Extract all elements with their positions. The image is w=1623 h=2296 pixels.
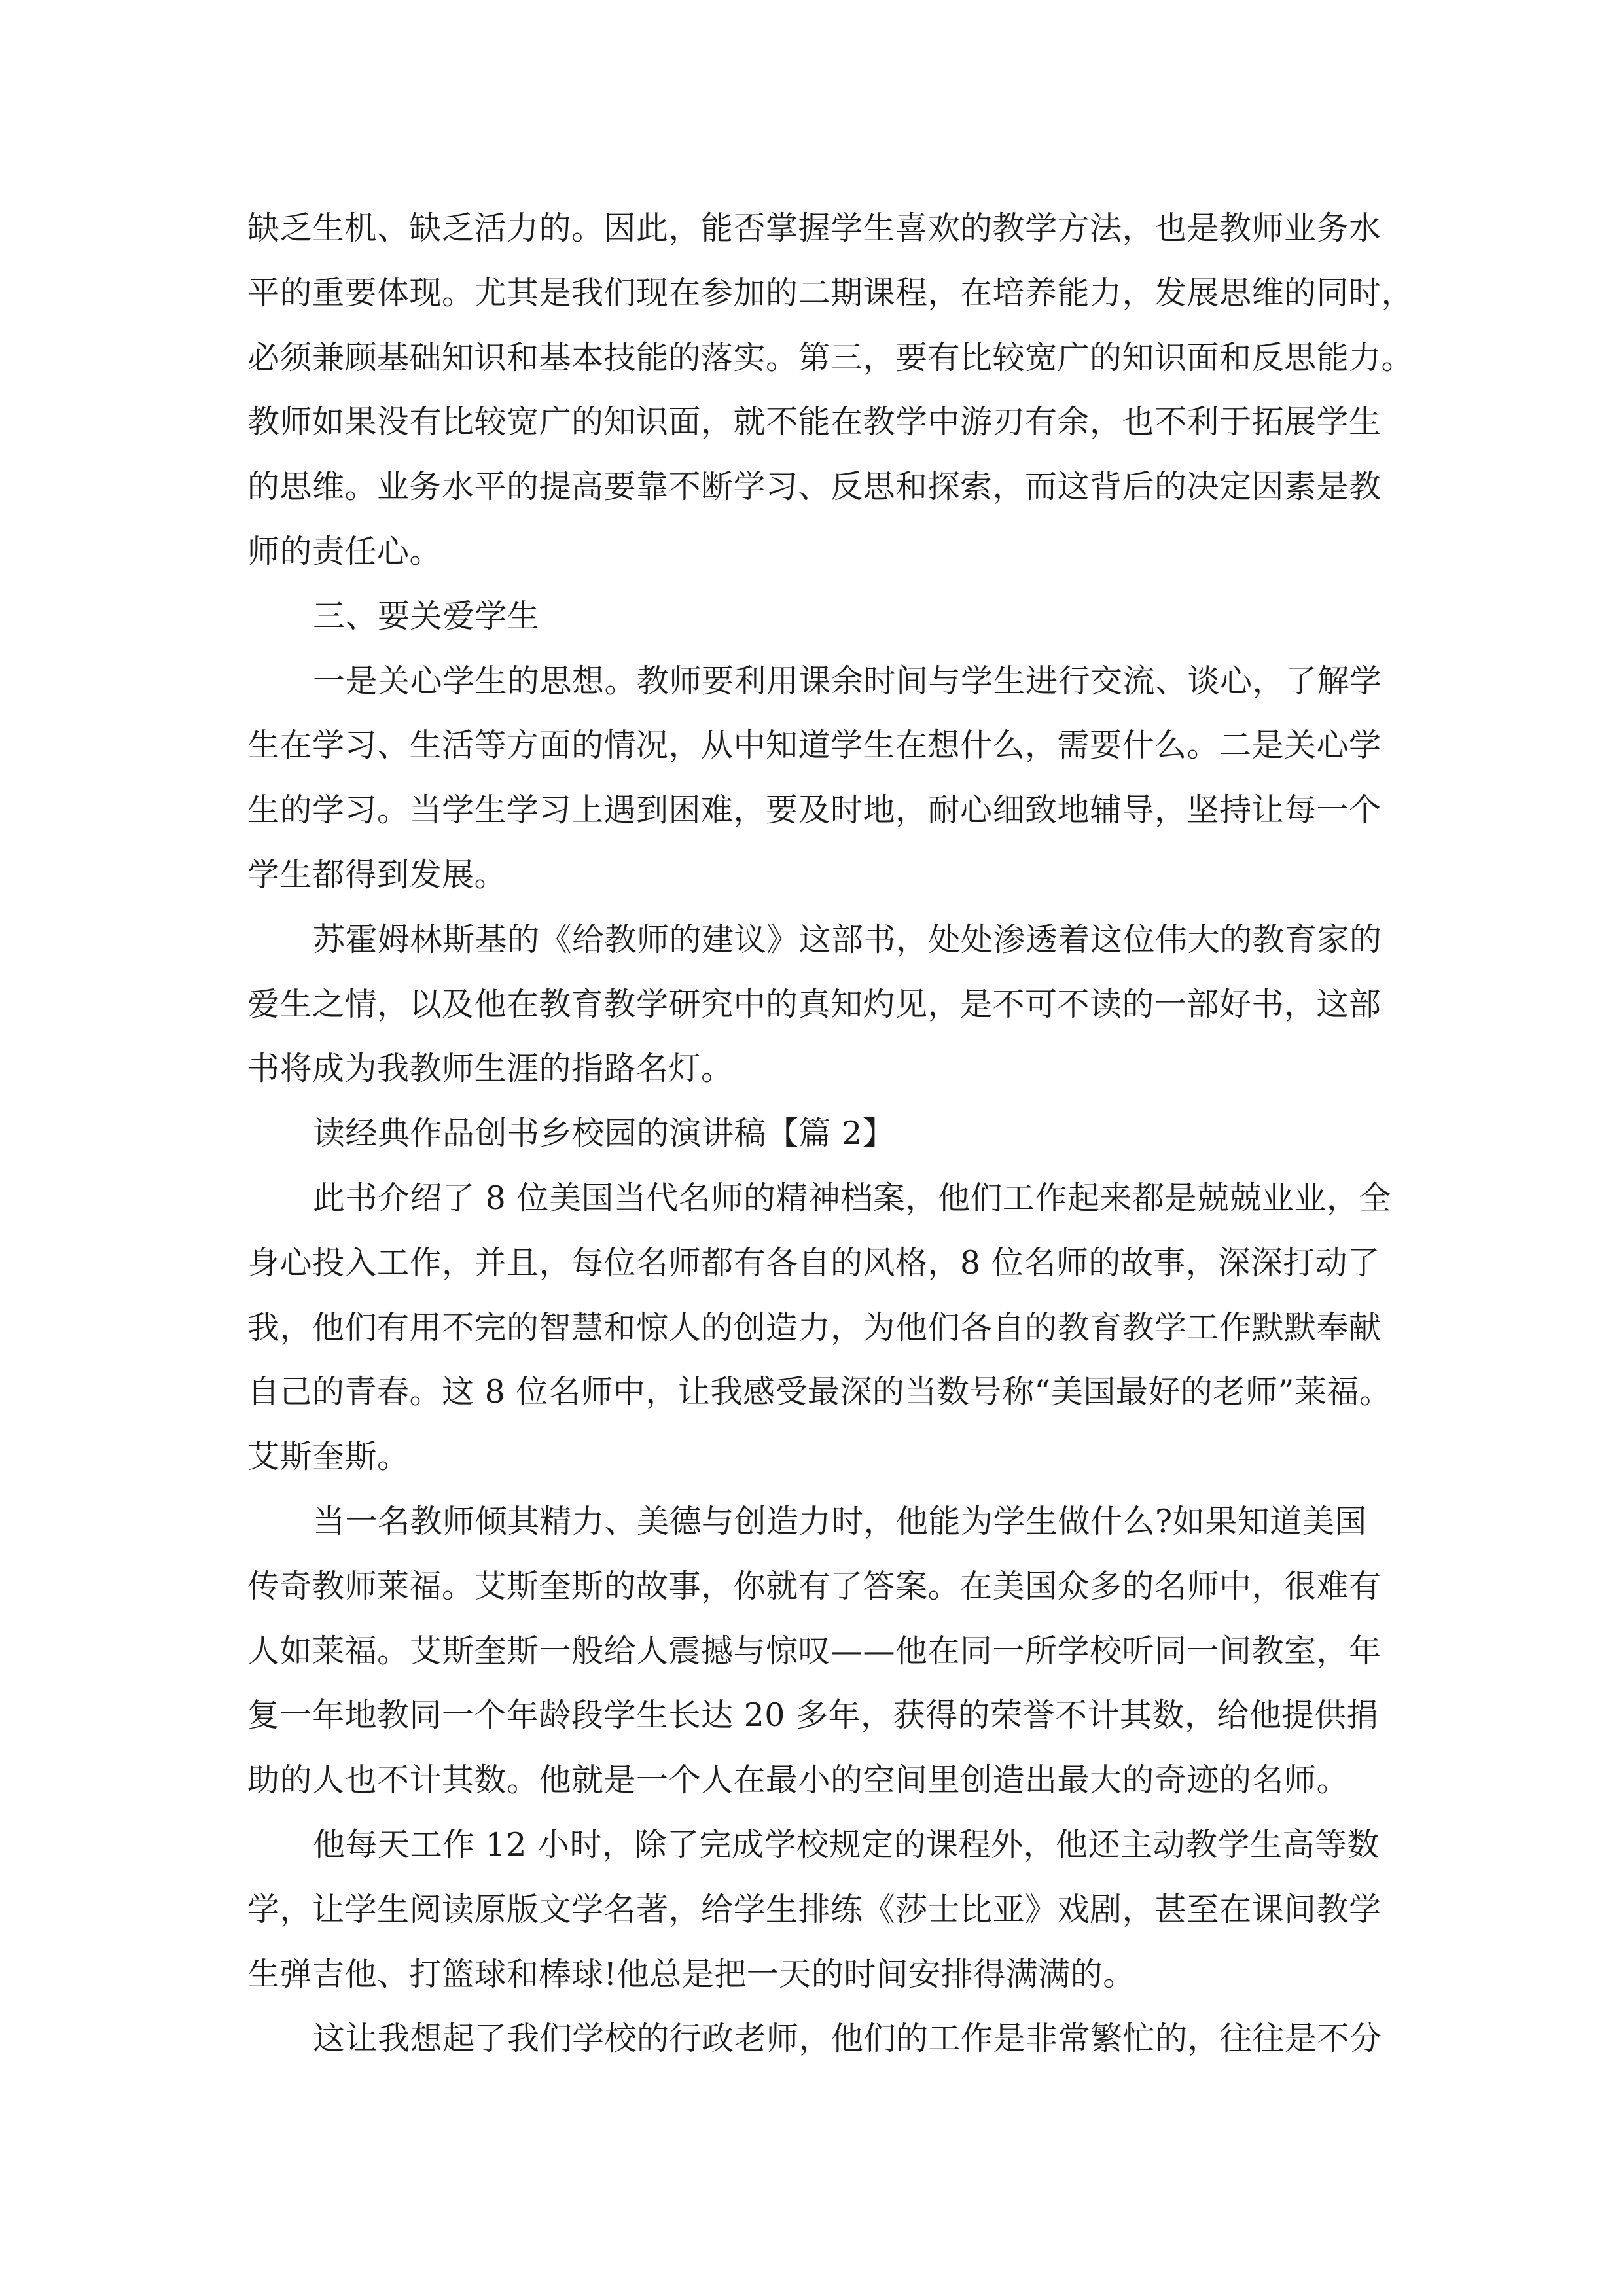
text-line: 传奇教师莱福。艾斯奎斯的故事，你就有了答案。在美国众多的名师中，很难有 [247,1567,1382,1605]
text-line: 他每天工作 12 小时，除了完成学校规定的课程外，他还主动教学生高等数 [313,1825,1380,1863]
text-line: 学，让学生阅读原版文学名著，给学生排练《莎士比亚》戏剧，甚至在课间教学 [247,1890,1382,1928]
text-line: 学生都得到发展。 [247,855,507,893]
text-line: 的思维。业务水平的提高要靠不断学习、反思和探索，而这背后的决定因素是教 [247,468,1382,506]
text-line: 苏霍姆林斯基的《给教师的建议》这部书，处处渗透着这位伟大的教育家的 [313,920,1382,958]
text-line: 身心投入工作，并且，每位名师都有各自的风格，8 位名师的故事，深深打动了 [247,1244,1380,1282]
text-line: 生弹吉他、打篮球和棒球!他总是把一天的时间安排得满满的。 [247,1955,1135,1993]
text-line: 当一名教师倾其精力、美德与创造力时，他能为学生做什么?如果知道美国 [313,1502,1367,1540]
text-line: 教师如果没有比较宽广的知识面，就不能在教学中游刃有余，也不利于拓展学生 [247,403,1382,441]
text-line: 爱生之情，以及他在教育教学研究中的真知灼见，是不可不读的一部好书，这部 [247,985,1382,1023]
text-line: 缺乏生机、缺乏活力的。因此，能否掌握学生喜欢的教学方法，也是教师业务水 [247,209,1382,247]
text-line: 助的人也不计其数。他就是一个人在最小的空间里创造出最大的奇迹的名师。 [247,1761,1349,1799]
text-line: 这让我想起了我们学校的行政老师，他们的工作是非常繁忙的，往往是不分 [313,2020,1382,2058]
body-text [247,196,1419,2072]
text-line: 人如莱福。艾斯奎斯一般给人震撼与惊叹——他在同一所学校听同一间教室，年 [247,1632,1382,1670]
text-line: 复一年地教同一个年龄段学生长达 20 多年，获得的荣誉不计其数，给他提供捐 [247,1696,1380,1734]
text-line: 艾斯奎斯。 [247,1438,410,1476]
text-line: 师的责任心。 [247,532,442,570]
text-line: 必须兼顾基础知识和基本技能的落实。第三，要有比较宽广的知识面和反思能力。 [247,338,1414,376]
text-line: 一是关心学生的思想。教师要利用课余时间与学生进行交流、谈心，了解学 [313,662,1382,700]
text-line: 生在学习、生活等方面的情况，从中知道学生在想什么，需要什么。二是关心学 [247,726,1382,764]
text-line: 书将成为我教师生涯的指路名灯。 [247,1050,734,1088]
section-heading: 三、要关爱学生 [313,597,540,635]
text-line: 自己的青春。这 8 位名师中，让我感受最深的当数号称“美国最好的老师”莱福。 [247,1373,1392,1411]
text-line: 此书介绍了 8 位美国当代名师的精神档案，他们工作起来都是兢兢业业，全 [313,1179,1391,1217]
text-line: 平的重要体现。尤其是我们现在参加的二期课程，在培养能力，发展思维的同时， [247,274,1414,312]
text-line: 我，他们有用不完的智慧和惊人的创造力，为他们各自的教育教学工作默默奉献 [247,1308,1382,1346]
article-title: 读经典作品创书乡校园的演讲稿【篇 2】 [313,1115,895,1153]
text-line: 生的学习。当学生学习上遇到困难，要及时地，耐心细致地辅导，坚持让每一个 [247,791,1382,829]
